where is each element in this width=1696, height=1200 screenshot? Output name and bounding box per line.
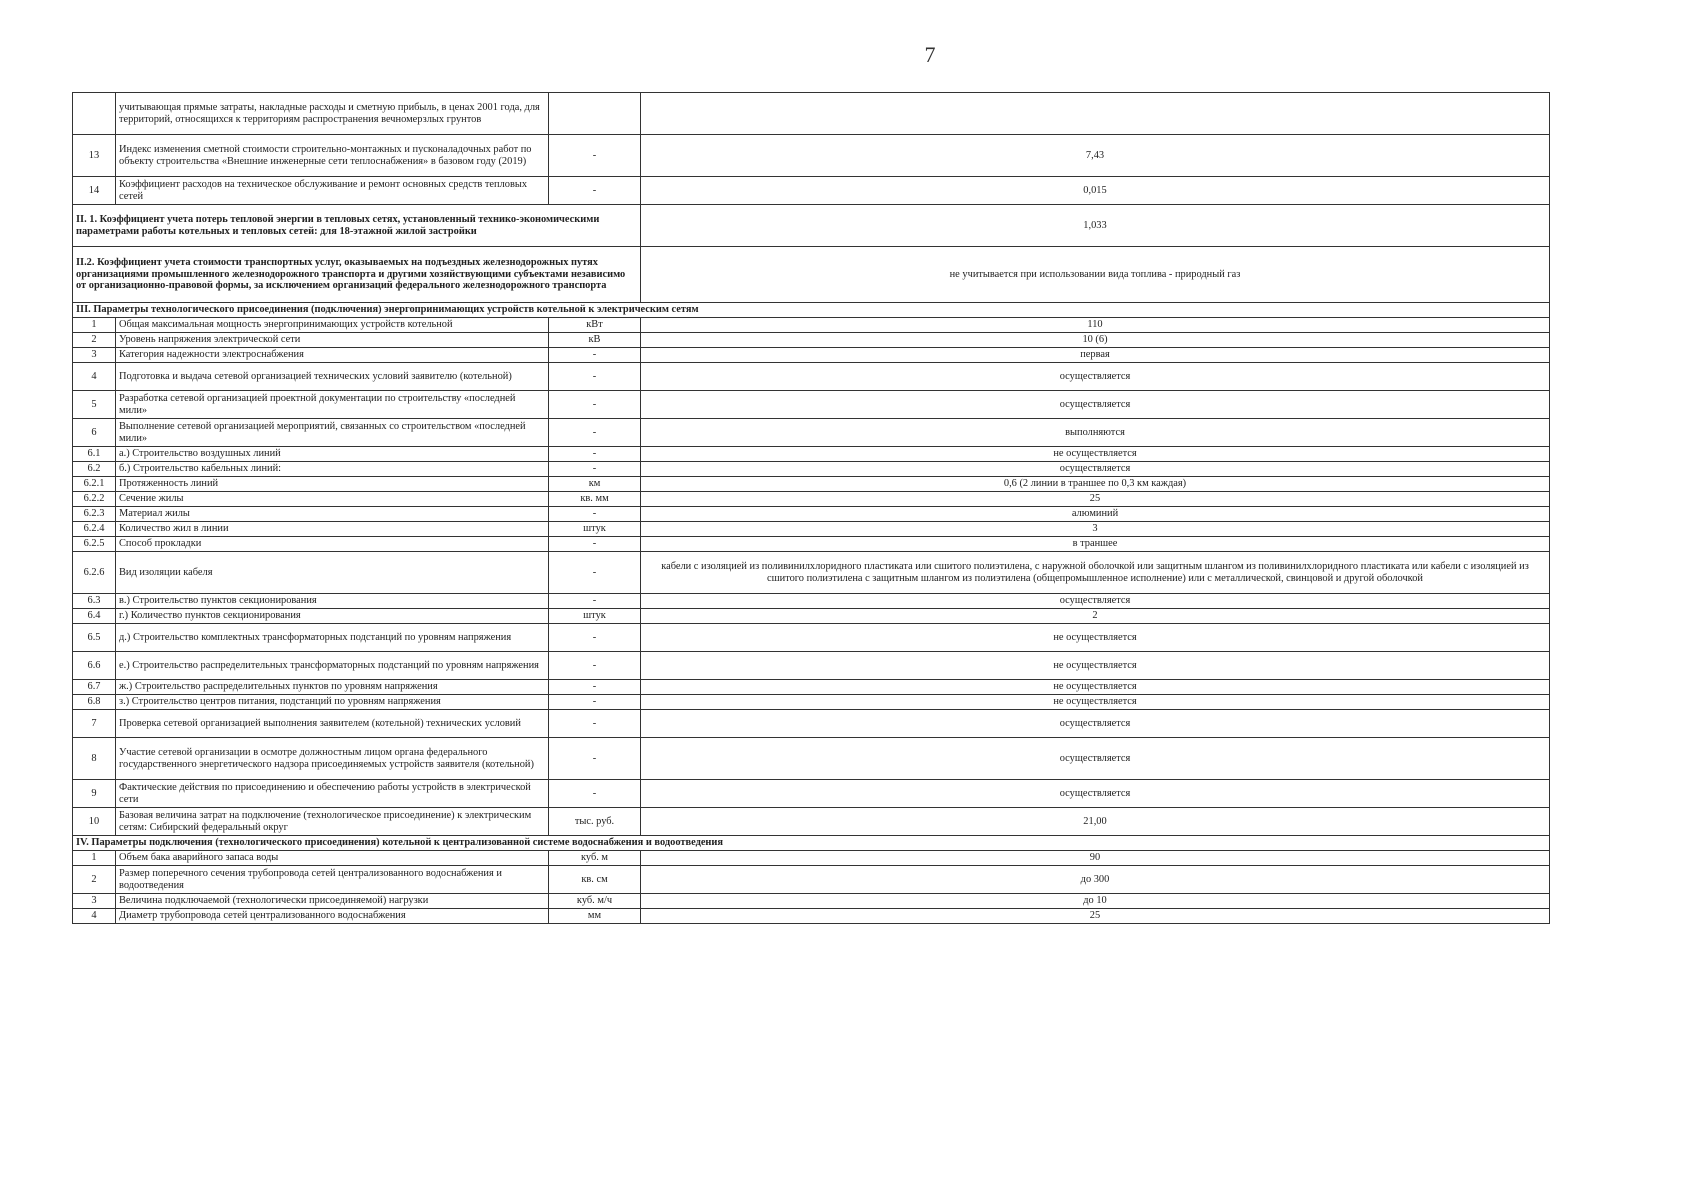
row-number: 1 <box>73 318 116 333</box>
table-row <box>73 391 1550 419</box>
row-number: 5 <box>73 391 116 419</box>
row-value: 110 <box>641 318 1550 333</box>
row-name: з.) Строительство центров питания, подстанций по уровням напряжения <box>116 695 549 710</box>
table-row <box>73 462 1550 477</box>
row-value: кабели с изоляцией из поливинилхлоридного пластиката или сшитого полиэтилена, с наружной оболочкой или защитным шлангом из поливинилхлоридного пластиката или кабели с изоляцией из сшитого полиэтилена с защитным шлангом из полиэтилена (общепромышленное исполнение) или с металлической, свинцовой и другой оболочкой <box>641 552 1550 594</box>
row-number: 6.4 <box>73 609 116 624</box>
table-row <box>73 909 1550 924</box>
row-unit: куб. м/ч <box>549 894 641 909</box>
row-name: Вид изоляции кабеля <box>116 552 549 594</box>
row-number: 10 <box>73 808 116 836</box>
row-value: осуществляется <box>641 738 1550 780</box>
row-number: 6.2.2 <box>73 492 116 507</box>
row-unit: - <box>549 135 641 177</box>
row-number: 1 <box>73 851 116 866</box>
table-row <box>73 419 1550 447</box>
table-row <box>73 695 1550 710</box>
table-row <box>73 594 1550 609</box>
row-number: 13 <box>73 135 116 177</box>
row-number: 14 <box>73 177 116 205</box>
row-value: 90 <box>641 851 1550 866</box>
row-unit: - <box>549 177 641 205</box>
table-section-iv <box>73 851 1550 924</box>
row-value: не осуществляется <box>641 624 1550 652</box>
table-section-top <box>73 93 1550 205</box>
table-section-iii <box>73 318 1550 836</box>
row-name: Количество жил в линии <box>116 522 549 537</box>
section-ii2-title: II.2. Коэффициент учета стоимости транспортных услуг, оказываемых на подъездных железнодорожных путях организациями промышленного железнодорожного транспорта и другими хозяйствующими субъектами независимо от организационно-правовой формы, за исключением организаций федерального железнодорожного транспорта <box>73 247 641 303</box>
section-iv-title: IV. Параметры подключения (технологического присоединения) котельной к централизованной системе водоснабжения и водоотведения <box>73 836 1550 851</box>
row-unit: куб. м <box>549 851 641 866</box>
row-value <box>641 93 1550 135</box>
row-value: осуществляется <box>641 780 1550 808</box>
table-section-iv-header <box>73 836 1550 851</box>
row-unit: кВ <box>549 333 641 348</box>
row-number: 6.7 <box>73 680 116 695</box>
row-value: не осуществляется <box>641 680 1550 695</box>
row-number: 2 <box>73 333 116 348</box>
row-number: 7 <box>73 710 116 738</box>
table-section-ii <box>73 205 1550 318</box>
table-row <box>73 447 1550 462</box>
row-unit: - <box>549 462 641 477</box>
row-number: 6.2.4 <box>73 522 116 537</box>
table-row <box>73 363 1550 391</box>
row-name: Диаметр трубопровода сетей централизованного водоснабжения <box>116 909 549 924</box>
table-row <box>73 318 1550 333</box>
section-iii-title: III. Параметры технологического присоединения (подключения) энергопринимающих устройств котельной к электрическим сетям <box>73 303 1550 318</box>
table-row <box>73 866 1550 894</box>
section-ii2-value: не учитывается при использовании вида топлива - природный газ <box>641 247 1550 303</box>
row-name: в.) Строительство пунктов секционирования <box>116 594 549 609</box>
row-name: Коэффициент расходов на техническое обслуживание и ремонт основных средств тепловых сетей <box>116 177 549 205</box>
table-row <box>73 894 1550 909</box>
row-name: Объем бака аварийного запаса воды <box>116 851 549 866</box>
row-value: 25 <box>641 909 1550 924</box>
row-unit: - <box>549 652 641 680</box>
table-row <box>73 537 1550 552</box>
table-row <box>73 624 1550 652</box>
row-value: осуществляется <box>641 363 1550 391</box>
row-unit: - <box>549 447 641 462</box>
table-row <box>73 680 1550 695</box>
table-row <box>73 135 1550 177</box>
row-name: Протяженность линий <box>116 477 549 492</box>
row-value: 10 (6) <box>641 333 1550 348</box>
row-value: осуществляется <box>641 391 1550 419</box>
row-number: 6.2.5 <box>73 537 116 552</box>
row-unit: - <box>549 680 641 695</box>
row-name: учитывающая прямые затраты, накладные расходы и сметную прибыль, в ценах 2001 года, для территорий, относящихся к территориям распространения вечномерзлых грунтов <box>116 93 549 135</box>
row-value: выполняются <box>641 419 1550 447</box>
row-number: 6.1 <box>73 447 116 462</box>
row-unit: - <box>549 710 641 738</box>
table-row <box>73 477 1550 492</box>
row-value: 2 <box>641 609 1550 624</box>
row-name: Величина подключаемой (технологически присоединяемой) нагрузки <box>116 894 549 909</box>
row-name: Выполнение сетевой организацией мероприятий, связанных со строительством «последней мили» <box>116 419 549 447</box>
row-number: 6.2 <box>73 462 116 477</box>
row-unit: тыс. руб. <box>549 808 641 836</box>
table-row <box>73 552 1550 594</box>
row-name: Размер поперечного сечения трубопровода сетей централизованного водоснабжения и водоотведения <box>116 866 549 894</box>
section-iii-header <box>73 303 1550 318</box>
row-name: а.) Строительство воздушных линий <box>116 447 549 462</box>
row-unit: мм <box>549 909 641 924</box>
section-ii1-title: II. 1. Коэффициент учета потерь тепловой энергии в тепловых сетях, установленный технико-экономическими параметрами работы котельных и тепловых сетей: для 18-этажной жилой застройки <box>73 205 641 247</box>
row-value: осуществляется <box>641 710 1550 738</box>
row-unit: - <box>549 391 641 419</box>
row-unit: км <box>549 477 641 492</box>
row-unit: - <box>549 624 641 652</box>
row-number: 3 <box>73 348 116 363</box>
row-unit: кв. см <box>549 866 641 894</box>
row-name: Материал жилы <box>116 507 549 522</box>
row-value: 7,43 <box>641 135 1550 177</box>
row-name: Категория надежности электроснабжения <box>116 348 549 363</box>
row-number <box>73 93 116 135</box>
row-name: Участие сетевой организации в осмотре должностным лицом органа федерального государственного энергетического надзора присоединяемых устройств заявителя (котельной) <box>116 738 549 780</box>
row-number: 6.6 <box>73 652 116 680</box>
row-number: 9 <box>73 780 116 808</box>
row-number: 6.2.3 <box>73 507 116 522</box>
row-unit: - <box>549 780 641 808</box>
row-value: не осуществляется <box>641 695 1550 710</box>
row-name: Способ прокладки <box>116 537 549 552</box>
row-value: не осуществляется <box>641 447 1550 462</box>
row-unit: штук <box>549 522 641 537</box>
row-name: г.) Количество пунктов секционирования <box>116 609 549 624</box>
row-name: б.) Строительство кабельных линий: <box>116 462 549 477</box>
row-name: Общая максимальная мощность энергопринимающих устройств котельной <box>116 318 549 333</box>
row-value: 0,6 (2 линии в траншее по 0,3 км каждая) <box>641 477 1550 492</box>
row-number: 6.2.1 <box>73 477 116 492</box>
row-name: е.) Строительство распределительных трансформаторных подстанций по уровням напряжения <box>116 652 549 680</box>
table-row <box>73 333 1550 348</box>
table-row <box>73 738 1550 780</box>
parameters-table <box>72 92 1550 924</box>
row-value: 0,015 <box>641 177 1550 205</box>
row-unit: - <box>549 507 641 522</box>
table-row <box>73 93 1550 135</box>
row-value: 25 <box>641 492 1550 507</box>
row-unit: - <box>549 363 641 391</box>
row-number: 8 <box>73 738 116 780</box>
row-name: Подготовка и выдача сетевой организацией технических условий заявителю (котельной) <box>116 363 549 391</box>
row-unit: - <box>549 419 641 447</box>
row-number: 4 <box>73 363 116 391</box>
row-name: Базовая величина затрат на подключение (технологическое присоединение) к электрическим сетям: Сибирский федеральный округ <box>116 808 549 836</box>
row-value: до 300 <box>641 866 1550 894</box>
row-number: 6 <box>73 419 116 447</box>
row-value: не осуществляется <box>641 652 1550 680</box>
row-unit: - <box>549 348 641 363</box>
row-name: Фактические действия по присоединению и обеспечению работы устройств в электрической сети <box>116 780 549 808</box>
row-unit <box>549 93 641 135</box>
row-unit: кв. мм <box>549 492 641 507</box>
row-value: первая <box>641 348 1550 363</box>
section-iv-header <box>73 836 1550 851</box>
row-unit: - <box>549 537 641 552</box>
row-name: д.) Строительство комплектных трансформаторных подстанций по уровням напряжения <box>116 624 549 652</box>
table-row <box>73 652 1550 680</box>
row-name: Проверка сетевой организацией выполнения заявителем (котельной) технических условий <box>116 710 549 738</box>
row-number: 2 <box>73 866 116 894</box>
row-name: Уровень напряжения электрической сети <box>116 333 549 348</box>
page-number: 7 <box>924 42 936 67</box>
row-value: 21,00 <box>641 808 1550 836</box>
row-value: 3 <box>641 522 1550 537</box>
row-number: 6.5 <box>73 624 116 652</box>
section-ii2-row <box>73 247 1550 303</box>
row-unit: - <box>549 552 641 594</box>
row-unit: - <box>549 594 641 609</box>
table-row <box>73 522 1550 537</box>
row-unit: кВт <box>549 318 641 333</box>
row-value: осуществляется <box>641 462 1550 477</box>
row-unit: - <box>549 695 641 710</box>
row-number: 4 <box>73 909 116 924</box>
row-name: Разработка сетевой организацией проектной документации по строительству «последней мили» <box>116 391 549 419</box>
row-unit: - <box>549 738 641 780</box>
table-row <box>73 348 1550 363</box>
row-value: до 10 <box>641 894 1550 909</box>
row-value: алюминий <box>641 507 1550 522</box>
row-value: осуществляется <box>641 594 1550 609</box>
row-number: 6.2.6 <box>73 552 116 594</box>
row-name: Индекс изменения сметной стоимости строительно-монтажных и пусконаладочных работ по объекту строительства «Внешние инженерные сети теплоснабжения» в базовом году (2019) <box>116 135 549 177</box>
table-row <box>73 808 1550 836</box>
row-number: 6.3 <box>73 594 116 609</box>
table-row <box>73 780 1550 808</box>
table-row <box>73 507 1550 522</box>
table-row <box>73 492 1550 507</box>
table-row <box>73 851 1550 866</box>
section-ii1-value: 1,033 <box>641 205 1550 247</box>
row-number: 6.8 <box>73 695 116 710</box>
row-number: 3 <box>73 894 116 909</box>
row-name: ж.) Строительство распределительных пунктов по уровням напряжения <box>116 680 549 695</box>
row-value: в траншее <box>641 537 1550 552</box>
table-row <box>73 177 1550 205</box>
row-unit: штук <box>549 609 641 624</box>
table-row <box>73 710 1550 738</box>
section-ii1-row <box>73 205 1550 247</box>
table-row <box>73 609 1550 624</box>
row-name: Сечение жилы <box>116 492 549 507</box>
